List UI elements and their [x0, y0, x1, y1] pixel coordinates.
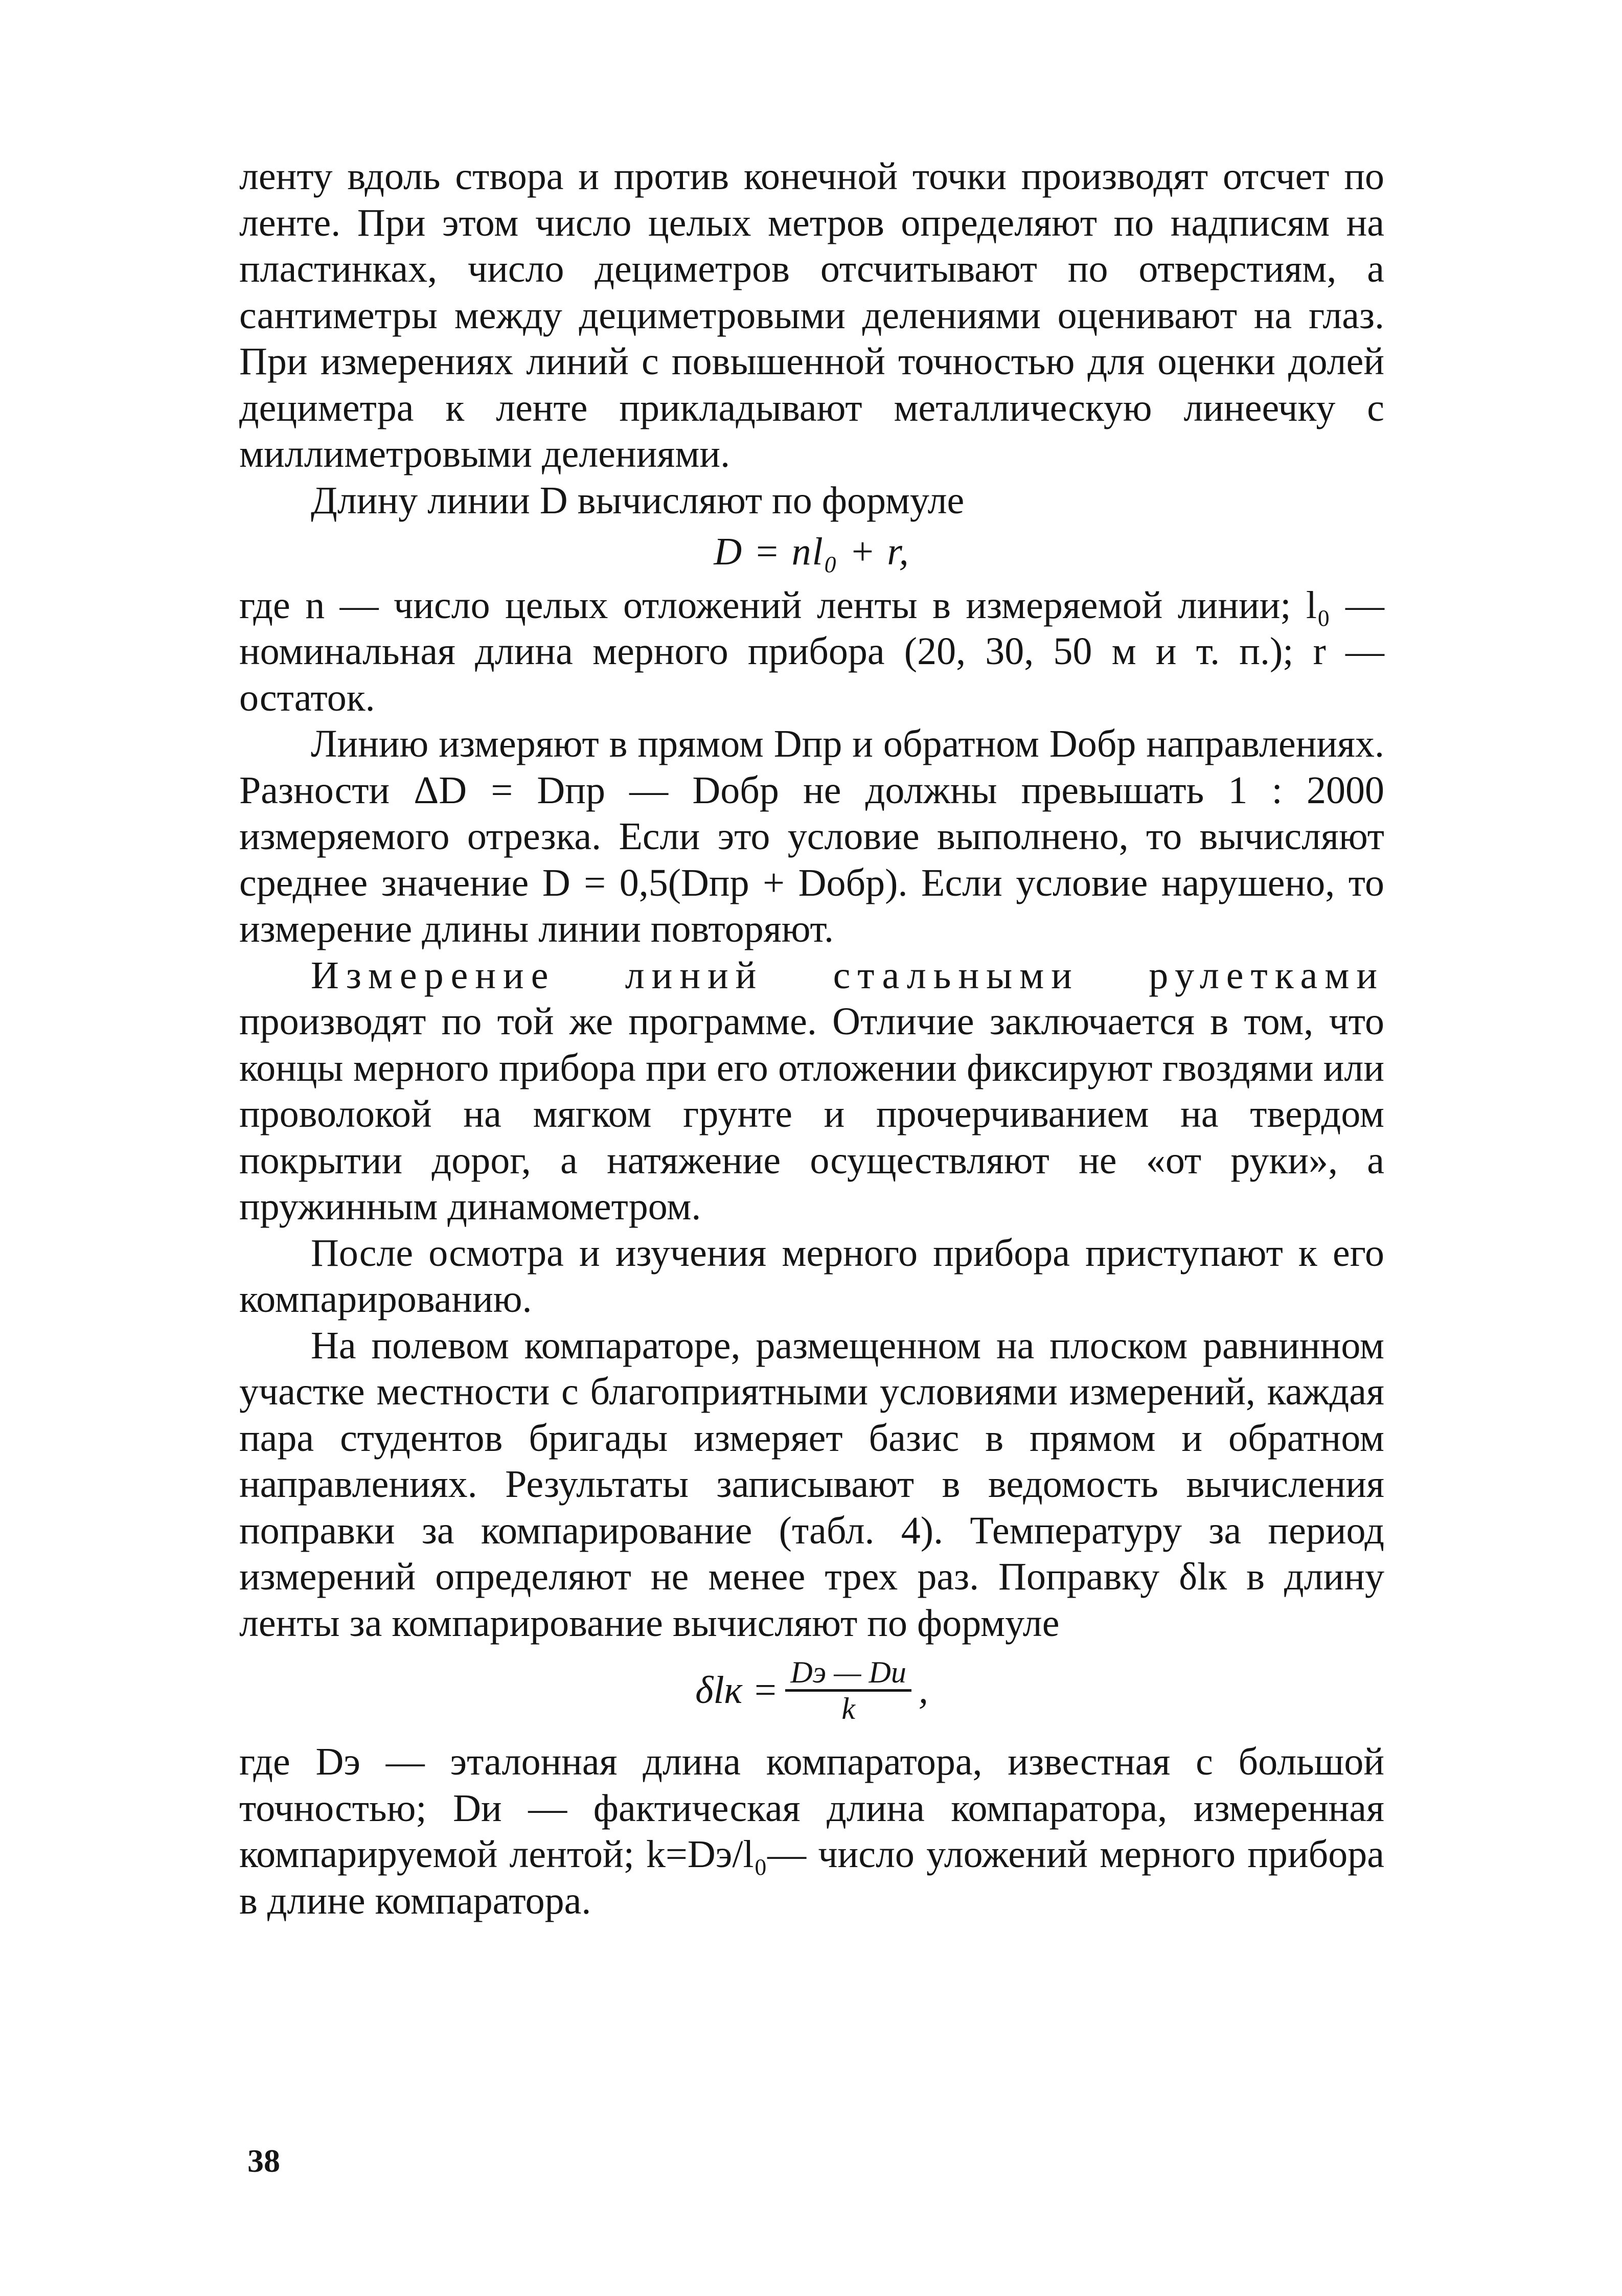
formula-lhs: δlк =	[695, 1669, 779, 1712]
formula-comparison-correction	[239, 1655, 1384, 1725]
paragraph-steel-tapes	[239, 952, 1384, 1230]
formula-numerator: Dэ — Dи	[785, 1655, 911, 1692]
paragraph-comparison-start: После осмотра и изучения мерного прибора приступают к его компарированию.	[239, 1231, 1384, 1321]
page-body	[239, 153, 1384, 1924]
page-number: 38	[247, 2143, 280, 2179]
formula-fraction	[785, 1655, 911, 1725]
formula-tail: ,	[918, 1669, 928, 1712]
formula-denominator: k	[841, 1692, 855, 1725]
formula-line-length: D = nl₀ + r,	[714, 530, 910, 573]
paragraph-comparator-legend: где Dэ — эталонная длина компаратора, известная с большой точностью; Dи — фактическая длина компаратора, измеренная компарируемой лентой; k=Dэ/l₀— число уложений мерного прибора в длине компаратора.	[239, 1740, 1384, 1922]
paragraph-measuring-tape-reading: ленту вдоль створа и против конечной точки производят отсчет по ленте. При этом число целых метров определяют по надписям на пластинках, число дециметров отсчитывают по отверстиям, а сантиметры между дециметровыми делениями оценивают на глаз. При измерениях линий с повышенной точностью для оценки долей дециметра к ленте прикладывают металлическую линеечку с миллиметровыми делениями.	[239, 155, 1384, 475]
paragraph-forward-backward: Линию измеряют в прямом Dпр и обратном Dобр направлениях. Разности ΔD = Dпр — Dобр не должны превышать 1 : 2000 измеряемого отрезка. Если это условие выполнено, то вычисляют среднее значение D = 0,5(Dпр + Dобр). Если условие нарушено, то измерение длины линии повторяют.	[239, 722, 1384, 950]
paragraph-formula-legend: где n — число целых отложений ленты в измеряемой линии; l₀ — номинальная длина мерного прибора (20, 30, 50 м и т. п.); r — остаток.	[239, 583, 1384, 719]
paragraph-field-comparator: На полевом компараторе, размещенном на плоском равнинном участке местности с благоприятными условиями измерений, каждая пара студентов бригады измеряет базис в прямом и обратном направлениях. Результаты записывают в ведомость вычисления поправки за компарирование (табл. 4). Температуру за период измерений определяют не менее трех раз. Поправку δlк в длину ленты за компарирование вычисляют по формуле	[239, 1324, 1384, 1645]
steel-tapes-text: производят по той же программе. Отличие заключается в том, что концы мерного прибора при его отложении фиксируют гвоздями или проволокой на мягком грунте и прочерчиванием на твердом покрытии дорог, а натяжение осуществляют не «от руки», а пружинным динамометром.	[239, 1000, 1384, 1228]
paragraph-length-formula-intro: Длину линии D вычисляют по формуле	[311, 479, 965, 522]
steel-tapes-heading: Измерение линий стальными рулетками	[311, 953, 1384, 997]
